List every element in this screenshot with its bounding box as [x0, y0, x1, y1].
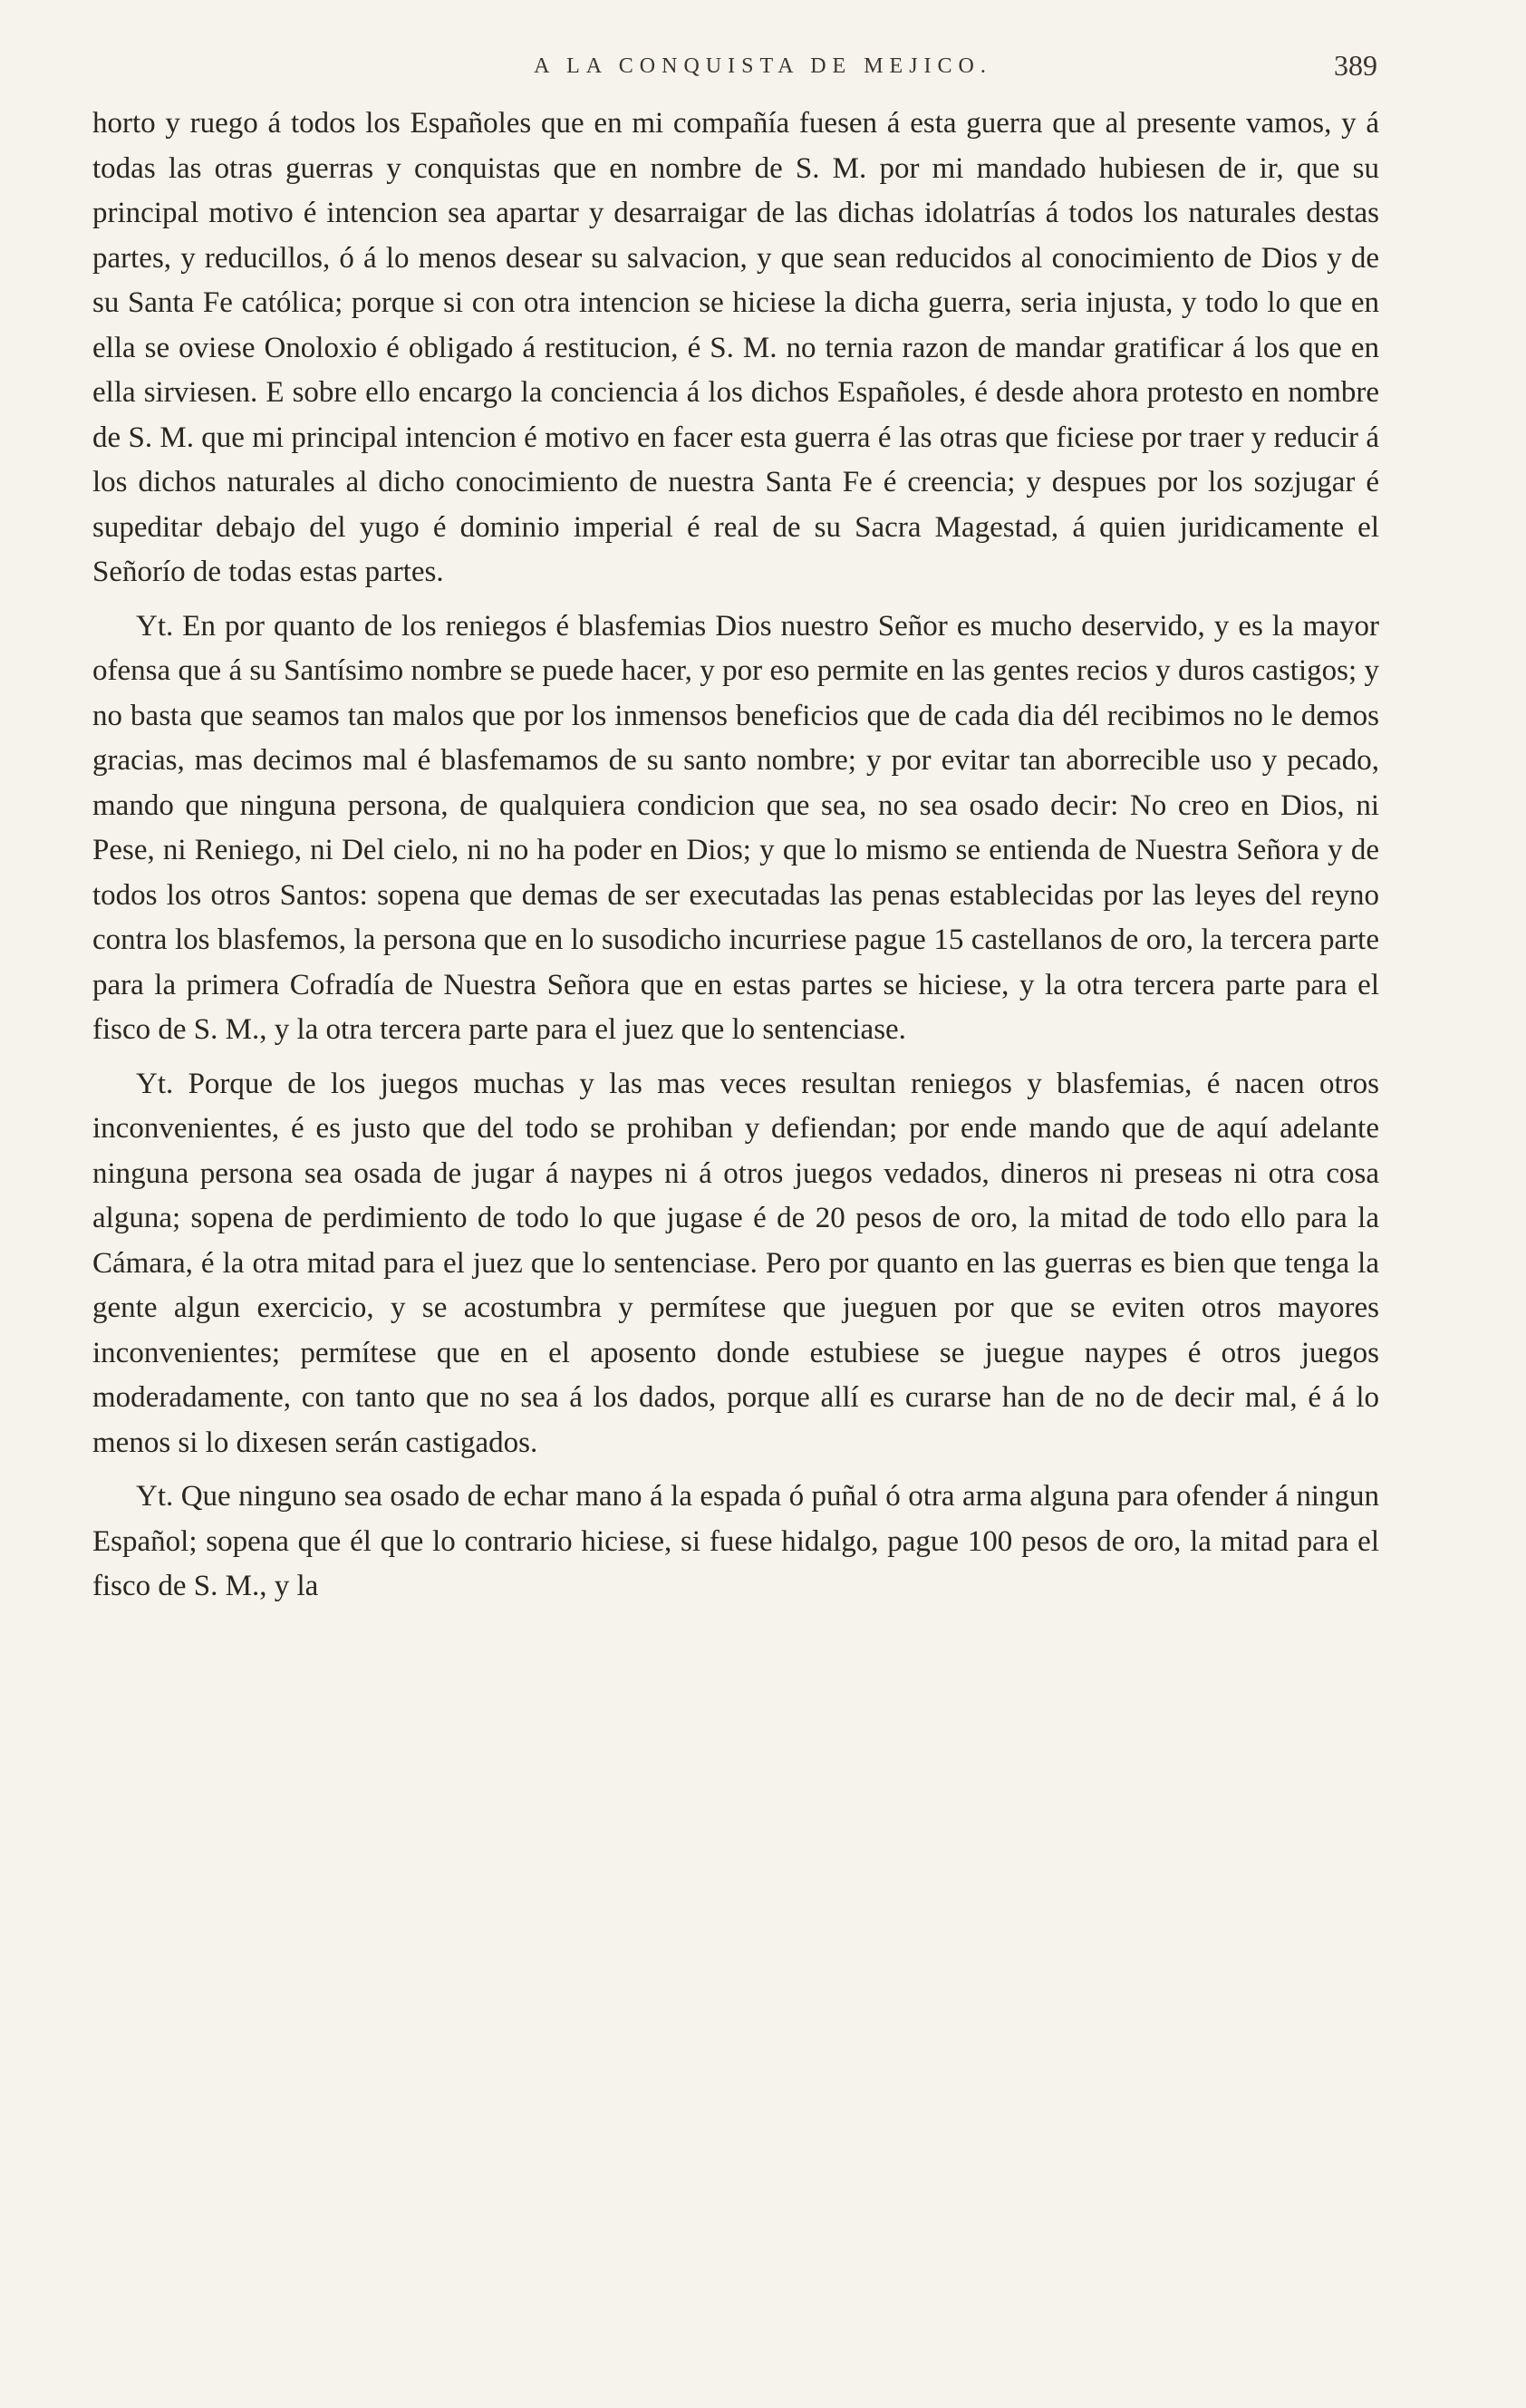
page-number: 389: [1334, 49, 1377, 82]
body-text: [92, 102, 1379, 1617]
paragraph-weapons-ordinance: Yt. Que ninguno sea osado de echar mano á la espada ó puñal ó otra arma alguna para ofender á ningun Español; sopena que él que lo contrario hiciese, si fuese hidalgo, pague 100 pesos de oro, la mitad para el fisco de S. M., y la: [92, 1480, 1379, 1602]
running-head: [0, 49, 1526, 91]
paragraph-gaming-ordinance: Yt. Porque de los juegos muchas y las mas veces resultan reniegos y blasfemias, é nacen otros inconvenientes, é es justo que del todo se prohiban y defiendan; por ende mando que de aquí adelante ninguna persona sea osada de jugar á naypes ni á otros juegos vedados, dineros ni preseas ni otra cosa alguna; sopena de perdimiento de todo lo que jugase é de 20 pesos de oro, la mitad de todo ello para la Cámara, é la otra mitad para el juez que lo sentenciase. Pero por quanto en las guerras es bien que tenga la gente algun exercicio, y se acostumbra y permítese que jueguen por que se eviten otros mayores inconvenientes; permítese que en el aposento donde estubiese se juegue naypes é otros juegos moderadamente, con tanto que no sea á los dados, porque allí es curarse han de no de decir mal, é á lo menos si lo dixesen serán castigados.: [92, 1067, 1379, 1459]
running-title: A LA CONQUISTA DE MEJICO.: [534, 54, 992, 78]
paragraph-continuation: horto y ruego á todos los Españoles que en mi compañía fuesen á esta guerra que al presente vamos, y á todas las otras guerras y conquistas que en nombre de S. M. por mi mandado hubiesen de ir, que su principal motivo é intencion sea apartar y desarraigar de las dichas idolatrías á todos los naturales destas partes, y reducillos, ó á lo menos desear su salvacion, y que sean reducidos al conocimiento de Dios y de su Santa Fe católica; porque si con otra intencion se hiciese la dicha guerra, seria injusta, y todo lo que en ella se oviese Onoloxio é obligado á restitucion, é S. M. no ternia razon de mandar gratificar á los que en ella sirviesen. E sobre ello encargo la conciencia á los dichos Españoles, é desde ahora protesto en nombre de S. M. que mi principal intencion é motivo en facer esta guerra é las otras que ficiese por traer y reducir á los dichos naturales al dicho conocimiento de nuestra Santa Fe é creencia; y despues por los sozjugar é supeditar debajo del yugo é dominio imperial é real de su Sacra Magestad, á quien juridicamente el Señorío de todas estas partes.: [92, 107, 1379, 588]
paragraph-blasphemy-ordinance: Yt. En por quanto de los reniegos é blasfemias Dios nuestro Señor es mucho deservido, y es la mayor ofensa que á su Santísimo nombre se puede hacer, y por eso permite en las gentes recios y duros castigos; y no basta que seamos tan malos que por los inmensos beneficios que de cada dia dél recibimos no le demos gracias, mas decimos mal é blasfemamos de su santo nombre; y por evitar tan aborrecible uso y pecado, mando que ninguna persona, de qualquiera condicion que sea, no sea osado decir: No creo en Dios, ni Pese, ni Reniego, ni Del cielo, ni no ha poder en Dios; y que lo mismo se entienda de Nuestra Señora y de todos los otros Santos: sopena que demas de ser executadas las penas establecidas por las leyes del reyno contra los blasfemos, la persona que en lo susodicho incurriese pague 15 castellanos de oro, la tercera parte para la primera Cofradía de Nuestra Señora que en estas partes se hiciese, y la otra tercera parte para el fisco de S. M., y la otra tercera parte para el juez que lo sentenciase.: [92, 609, 1379, 1046]
